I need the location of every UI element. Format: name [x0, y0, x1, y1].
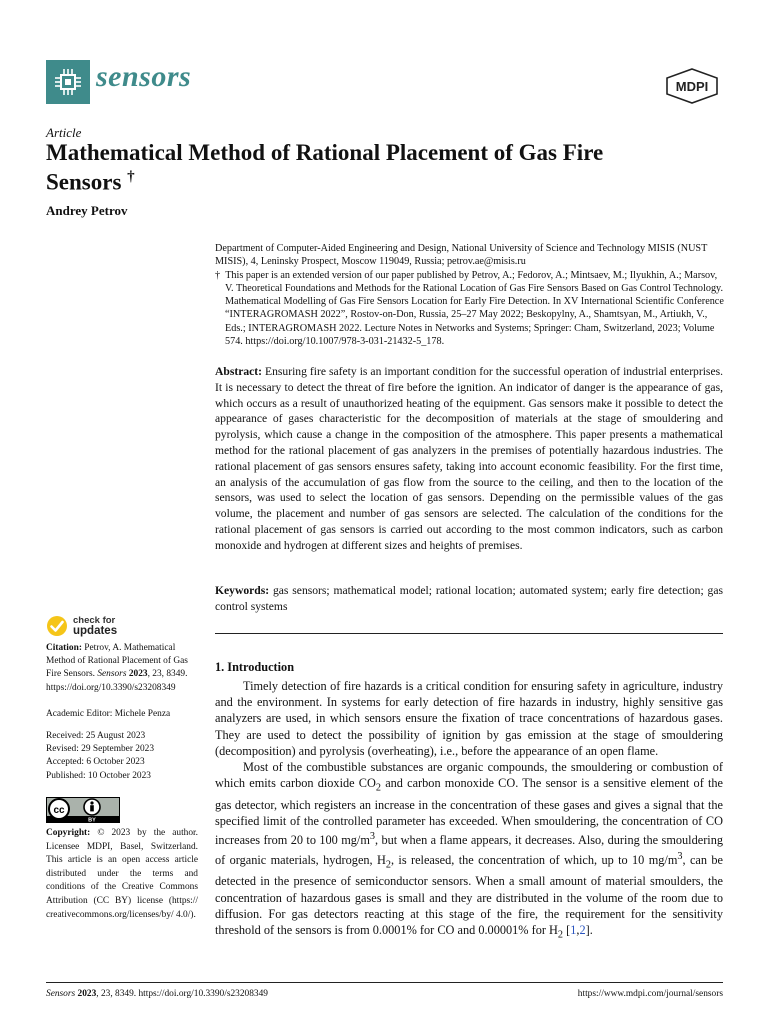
check-for-updates-button[interactable]: [46, 615, 117, 637]
article-title: Mathematical Method of Rational Placement of Gas Fire Sensors †: [46, 140, 604, 195]
paragraph-2: Most of the combustible substances are organic compounds, the smouldering or combustion of which emits carbon dioxide $CO_2$ and carbon monoxide CO. The sensor is a sensitive element of the gas detector, which registers an increase in the concentration of these gases and gives a signal that the specified limit of the controlled parameter has exceeded. When smouldering, the concentration of CO increases from 20 to 100 $mg/m^3$, but when a flame appears, it decreases. Also, during the smouldering of organic materials, hydrogen, $H_2$, is released, the concentration of which, up to 10 $mg/m^3$, can be detected in the presence of semiconductor sensors. When a small amount of material smoulders, the concentration of hazardous gases is small and they are distributed in the volume of the room due to diffusion. For gas detectors reacting at this stage of the fire, the requirement for the sensitivity threshold of the sensors is from 0.0001% for CO and 0.00001% for $H_2$ [1,2].: [215, 760, 724, 941]
academic-editor: Academic Editor: Michele Penza: [46, 709, 171, 719]
affiliation: Department of Computer-Aided Engineering and Design, National University of Science and Technology MISIS (NUST MISIS), 4, Leninsky Prospect, Moscow 119049, Russia; petrov.ae@misis.ru: [215, 243, 708, 268]
revised-date: Revised: 29 September 2023: [46, 744, 155, 755]
paragraph-1: Timely detection of fire hazards is a critical condition for ensuring safety in agriculture, industry and the environment. In systems for early detection of fire hazards in industry, highly sensitive gas analyzers are used, in which sensors ensure the fixation of trace concentrations of hazardous gases. They are used to detect the possibility of ignition by gas emission at the stage of smouldering (decomposition) and pyrolysis (overheating), i.e., before the appearance of an open flame.: [215, 679, 723, 758]
citation: Citation: Petrov, A. Mathematical Method of Rational Placement of Gas Fire Sensors. Sensors 2023, 23, 8349. https://doi.org/10.3390/s23208349: [46, 643, 188, 693]
received-date: Received: 25 August 2023: [46, 731, 146, 741]
keywords-label: Keywords:: [215, 584, 270, 597]
journal-name[interactable]: sensors: [96, 60, 192, 93]
journal-logo-icon: [46, 60, 90, 104]
abstract: [215, 364, 723, 554]
reference-link-1[interactable]: 1: [570, 922, 577, 937]
footer-divider: [46, 982, 723, 983]
footer-citation[interactable]: Sensors 2023, 23, 8349. https://doi.org/10.3390/s23208349: [46, 989, 268, 999]
journal-url-link[interactable]: https://www.mdpi.com/journal/sensors: [577, 989, 723, 999]
author-name[interactable]: Andrey Petrov: [46, 203, 128, 218]
svg-text:cc: cc: [53, 805, 65, 816]
title-footnote-mark: †: [127, 169, 135, 185]
dates-block: [46, 730, 198, 783]
check-badge-icon: [46, 615, 68, 637]
mdpi-logo[interactable]: [664, 68, 720, 104]
abstract-text: Ensuring fire safety is an important condition for the successful operation of industrial enterprises. It is necessary to detect the threat of fire before the ignition. An indicator of danger is the appearance of gas, which occurs as a result of unauthorized heating of the equipment. Gas sensors make it possible to detect the appearance of gases characteristic for the decomposition of materials at the stage of smouldering and pyrolysis, which cause a change in the composition of the atmosphere. This paper presents a mathematical method for the rational placement of gas analyzers in the premises of potentially hazardous industries. The rational placement of gas sensors ensures safety, taking into account economic feasibility. For the first time, an analysis of the accumulation of gas flow from the source to the ceiling, and then to the location of the sensors, was used to select the location of gas sensors. Depending on the permissible values of the gas volume, the placement and number of gas sensors are selected. The calculation of the conditions for the rational placement of gas sensors is carried out according to the most common indicators, such as carbon monoxide and hydrogen at different sizes and heights of premises.: [215, 365, 723, 552]
check-updates-line1: check for: [73, 615, 116, 626]
copyright-notice: Copyright: © 2023 by the author. Licensee MDPI, Basel, Switzerland. This article is an open access article distributed under the terms and conditions of the Creative Commons Attribution (CC BY) license (https:// creativecommons.org/licenses/by/ 4.0/).: [46, 828, 198, 920]
cc-by-license-badge[interactable]: [46, 797, 120, 823]
license-badge-label: BY: [88, 817, 96, 823]
publisher-name: MDPI: [675, 79, 709, 94]
affiliation-footnote: † This paper is an extended version of our paper published by Petrov, A.; Fedorov, A.; Mintsaev, M.; Ilyukhin, A.; Marsov, V. Theoretical Foundations and Methods for the Rational Location of Gas Fire Sensors Based on Gas Control Technology. Mathematical Modelling of Gas Fire Sensors Location for Early Fire Detection. In XV International Scientific Conference “INTERAGROMASH 2022”, Rostov-on-Don, Russia, 25–27 May 2022; Beskopylny, A., Shamtsyan, M., Artiukh, V., Eds.; INTERAGROMASH 2022. Lecture Notes in Networks and Systems; Springer: Cham, Switzerland, 2023; Volume 574. https://doi.org/10.1007/978-3-031-21432-5_178.: [215, 269, 724, 348]
body-text: [215, 678, 723, 944]
accepted-date: Accepted: 6 October 2023: [46, 757, 145, 768]
citation-block: [46, 642, 198, 695]
abstract-divider: [215, 633, 723, 634]
affiliation-block: [215, 242, 725, 348]
check-updates-line2: updates: [73, 625, 118, 637]
keywords: [215, 583, 723, 615]
article-type: Article: [46, 125, 82, 140]
keywords-text: gas sensors; mathematical model; rational location; automated system; early fire detection; gas control systems: [215, 584, 723, 613]
abstract-label: Abstract:: [215, 365, 263, 378]
section-heading: 1. Introduction: [215, 660, 295, 674]
published-date: Published: 10 October 2023: [46, 770, 151, 781]
reference-link-2[interactable]: 2: [579, 922, 586, 937]
